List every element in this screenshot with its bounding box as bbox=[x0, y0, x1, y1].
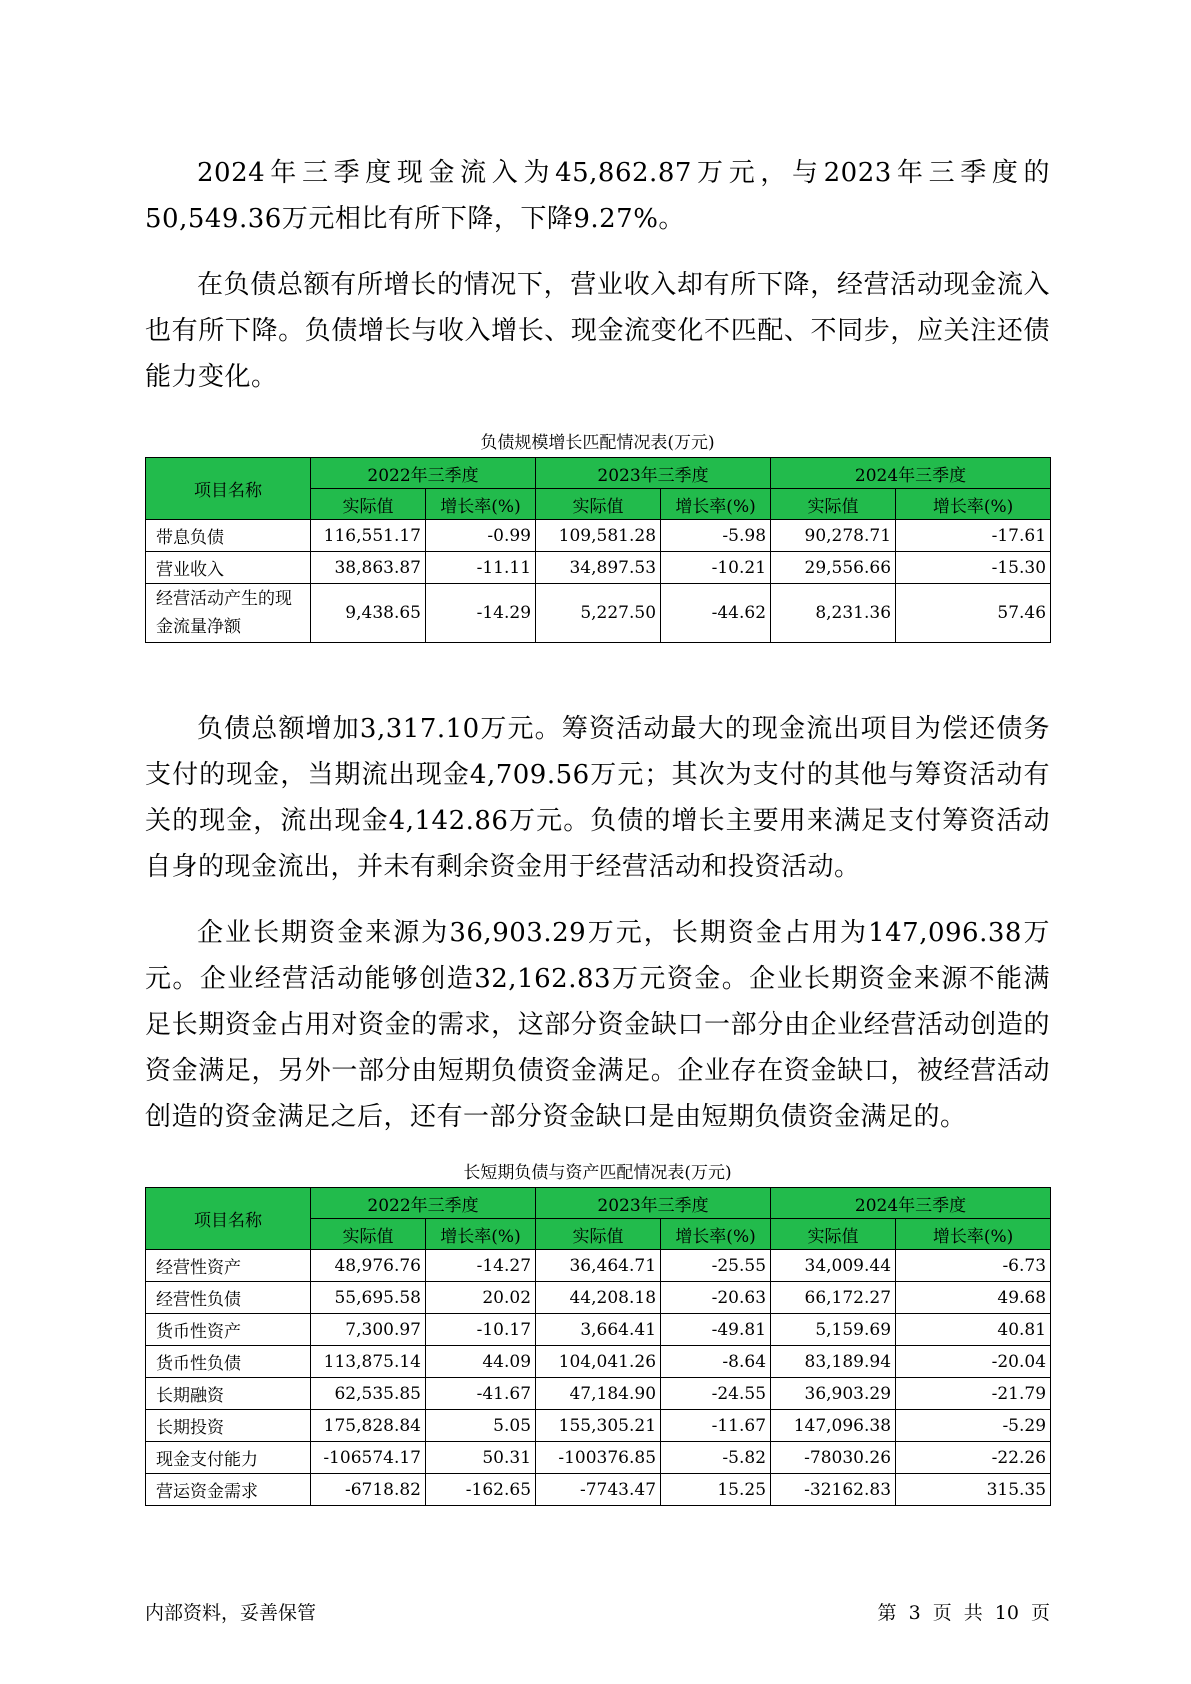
footer-confidential-note: 内部资料，妥善保管 bbox=[145, 1602, 317, 1624]
header-period-2024: 2024年三季度 bbox=[771, 458, 1051, 489]
cell-growth: 57.46 bbox=[896, 584, 1051, 643]
table-row bbox=[146, 1474, 1051, 1506]
cell-growth: -5.82 bbox=[661, 1442, 771, 1474]
cell-growth: 44.09 bbox=[426, 1346, 536, 1378]
cell-value: -32162.83 bbox=[771, 1474, 896, 1506]
cell-growth: 15.25 bbox=[661, 1474, 771, 1506]
cell-value: 55,695.58 bbox=[311, 1282, 426, 1314]
cell-value: 113,875.14 bbox=[311, 1346, 426, 1378]
cell-value: 109,581.28 bbox=[536, 520, 661, 552]
row-label: 经营活动产生的现金流量净额 bbox=[146, 584, 311, 643]
cell-growth: -8.64 bbox=[661, 1346, 771, 1378]
row-label: 经营性负债 bbox=[146, 1282, 311, 1314]
cell-value: 44,208.18 bbox=[536, 1282, 661, 1314]
table-row bbox=[146, 1282, 1051, 1314]
header-actual: 实际值 bbox=[536, 489, 661, 520]
cell-value: 36,464.71 bbox=[536, 1250, 661, 1282]
cell-value: -100376.85 bbox=[536, 1442, 661, 1474]
table-row bbox=[146, 1410, 1051, 1442]
row-label: 长期投资 bbox=[146, 1410, 311, 1442]
cell-value: 7,300.97 bbox=[311, 1314, 426, 1346]
asset-liability-match-table bbox=[145, 1187, 1051, 1506]
cell-growth: -25.55 bbox=[661, 1250, 771, 1282]
cell-value: 8,231.36 bbox=[771, 584, 896, 643]
table-row bbox=[146, 1250, 1051, 1282]
cell-value: 34,009.44 bbox=[771, 1250, 896, 1282]
cell-value: -78030.26 bbox=[771, 1442, 896, 1474]
header-growth: 增长率(%) bbox=[661, 489, 771, 520]
header-growth: 增长率(%) bbox=[896, 489, 1051, 520]
cell-growth: -0.99 bbox=[426, 520, 536, 552]
cell-growth: -49.81 bbox=[661, 1314, 771, 1346]
cell-growth: -5.98 bbox=[661, 520, 771, 552]
row-label: 营业收入 bbox=[146, 552, 311, 584]
table-row bbox=[146, 1378, 1051, 1410]
paragraph-debt-growth: 在负债总额有所增长的情况下，营业收入却有所下降，经营活动现金流入也有所下降。负债增长与收入增长、现金流变化不匹配、不同步，应关注还债能力变化。 bbox=[145, 270, 1050, 392]
cell-growth: -15.30 bbox=[896, 552, 1051, 584]
cell-value: 29,556.66 bbox=[771, 552, 896, 584]
table2-caption: 长短期负债与资产匹配情况表(万元) bbox=[463, 1163, 732, 1183]
cell-growth: -14.29 bbox=[426, 584, 536, 643]
cell-value: 155,305.21 bbox=[536, 1410, 661, 1442]
header-item-name: 项目名称 bbox=[146, 1188, 311, 1250]
cell-value: -6718.82 bbox=[311, 1474, 426, 1506]
paragraph-long-term-funding: 企业长期资金来源为36,903.29万元，长期资金占用为147,096.38万元。企业经营活动能够创造32,162.83万元资金。企业长期资金来源不能满足长期资金占用对资金的需求，这部分资金缺口一部分由企业经营活动创造的资金满足，另外一部分由短期负债资金满足。企业存在资金缺口，被经营活动创造的资金满足之后，还有一部分资金缺口是由短期负债资金满足的。 bbox=[145, 918, 1050, 1132]
header-period-2023: 2023年三季度 bbox=[536, 458, 771, 489]
table-row bbox=[146, 1314, 1051, 1346]
cell-value: 147,096.38 bbox=[771, 1410, 896, 1442]
header-actual: 实际值 bbox=[311, 1219, 426, 1250]
paragraph-cash-inflow: 2024年三季度现金流入为45,862.87万元，与2023年三季度的50,549.36万元相比有所下降，下降9.27%。 bbox=[145, 158, 1050, 234]
header-actual: 实际值 bbox=[771, 1219, 896, 1250]
cell-growth: -17.61 bbox=[896, 520, 1051, 552]
cell-growth: -44.62 bbox=[661, 584, 771, 643]
cell-value: 104,041.26 bbox=[536, 1346, 661, 1378]
cell-value: 5,227.50 bbox=[536, 584, 661, 643]
cell-value: 83,189.94 bbox=[771, 1346, 896, 1378]
header-growth: 增长率(%) bbox=[896, 1219, 1051, 1250]
row-label: 经营性资产 bbox=[146, 1250, 311, 1282]
cell-value: 66,172.27 bbox=[771, 1282, 896, 1314]
cell-value: 48,976.76 bbox=[311, 1250, 426, 1282]
cell-value: 116,551.17 bbox=[311, 520, 426, 552]
cell-value: 38,863.87 bbox=[311, 552, 426, 584]
paragraph-financing-outflow: 负债总额增加3,317.10万元。筹资活动最大的现金流出项目为偿还债务支付的现金，当期流出现金4,709.56万元；其次为支付的其他与筹资活动有关的现金，流出现金4,142.86万元。负债的增长主要用来满足支付筹资活动自身的现金流出，并未有剩余资金用于经营活动和投资活动。 bbox=[145, 714, 1050, 882]
cell-growth: -5.29 bbox=[896, 1410, 1051, 1442]
cell-growth: -21.79 bbox=[896, 1378, 1051, 1410]
header-period-2023: 2023年三季度 bbox=[536, 1188, 771, 1219]
header-actual: 实际值 bbox=[536, 1219, 661, 1250]
cell-growth: 40.81 bbox=[896, 1314, 1051, 1346]
cell-value: 90,278.71 bbox=[771, 520, 896, 552]
cell-growth: -11.67 bbox=[661, 1410, 771, 1442]
cell-growth: -20.04 bbox=[896, 1346, 1051, 1378]
cell-growth: 5.05 bbox=[426, 1410, 536, 1442]
cell-growth: 315.35 bbox=[896, 1474, 1051, 1506]
cell-growth: -24.55 bbox=[661, 1378, 771, 1410]
table-row bbox=[146, 1442, 1051, 1474]
cell-growth: -10.17 bbox=[426, 1314, 536, 1346]
footer-page-number: 第 3 页 共 10 页 bbox=[877, 1602, 1050, 1624]
header-actual: 实际值 bbox=[771, 489, 896, 520]
cell-growth: -41.67 bbox=[426, 1378, 536, 1410]
header-growth: 增长率(%) bbox=[426, 1219, 536, 1250]
cell-growth: -162.65 bbox=[426, 1474, 536, 1506]
header-growth: 增长率(%) bbox=[661, 1219, 771, 1250]
row-label: 带息负债 bbox=[146, 520, 311, 552]
cell-growth: -6.73 bbox=[896, 1250, 1051, 1282]
cell-growth: -22.26 bbox=[896, 1442, 1051, 1474]
cell-value: 62,535.85 bbox=[311, 1378, 426, 1410]
cell-value: 36,903.29 bbox=[771, 1378, 896, 1410]
table-row bbox=[146, 552, 1051, 584]
table1-caption: 负债规模增长匹配情况表(万元) bbox=[480, 433, 715, 453]
header-item-name: 项目名称 bbox=[146, 458, 311, 520]
cell-growth: 50.31 bbox=[426, 1442, 536, 1474]
cell-value: 3,664.41 bbox=[536, 1314, 661, 1346]
row-label: 长期融资 bbox=[146, 1378, 311, 1410]
header-period-2024: 2024年三季度 bbox=[771, 1188, 1051, 1219]
cell-growth: 20.02 bbox=[426, 1282, 536, 1314]
header-period-2022: 2022年三季度 bbox=[311, 458, 536, 489]
cell-growth: 49.68 bbox=[896, 1282, 1051, 1314]
cell-value: 5,159.69 bbox=[771, 1314, 896, 1346]
row-label: 货币性负债 bbox=[146, 1346, 311, 1378]
row-label: 营运资金需求 bbox=[146, 1474, 311, 1506]
row-label: 现金支付能力 bbox=[146, 1442, 311, 1474]
header-growth: 增长率(%) bbox=[426, 489, 536, 520]
cell-value: -106574.17 bbox=[311, 1442, 426, 1474]
table-row bbox=[146, 1346, 1051, 1378]
row-label: 货币性资产 bbox=[146, 1314, 311, 1346]
cell-value: -7743.47 bbox=[536, 1474, 661, 1506]
debt-growth-table bbox=[145, 457, 1051, 643]
cell-value: 47,184.90 bbox=[536, 1378, 661, 1410]
cell-growth: -20.63 bbox=[661, 1282, 771, 1314]
cell-value: 34,897.53 bbox=[536, 552, 661, 584]
header-actual: 实际值 bbox=[311, 489, 426, 520]
header-period-2022: 2022年三季度 bbox=[311, 1188, 536, 1219]
table-row bbox=[146, 584, 1051, 643]
cell-value: 9,438.65 bbox=[311, 584, 426, 643]
cell-value: 175,828.84 bbox=[311, 1410, 426, 1442]
cell-growth: -10.21 bbox=[661, 552, 771, 584]
cell-growth: -14.27 bbox=[426, 1250, 536, 1282]
table-row bbox=[146, 520, 1051, 552]
cell-growth: -11.11 bbox=[426, 552, 536, 584]
